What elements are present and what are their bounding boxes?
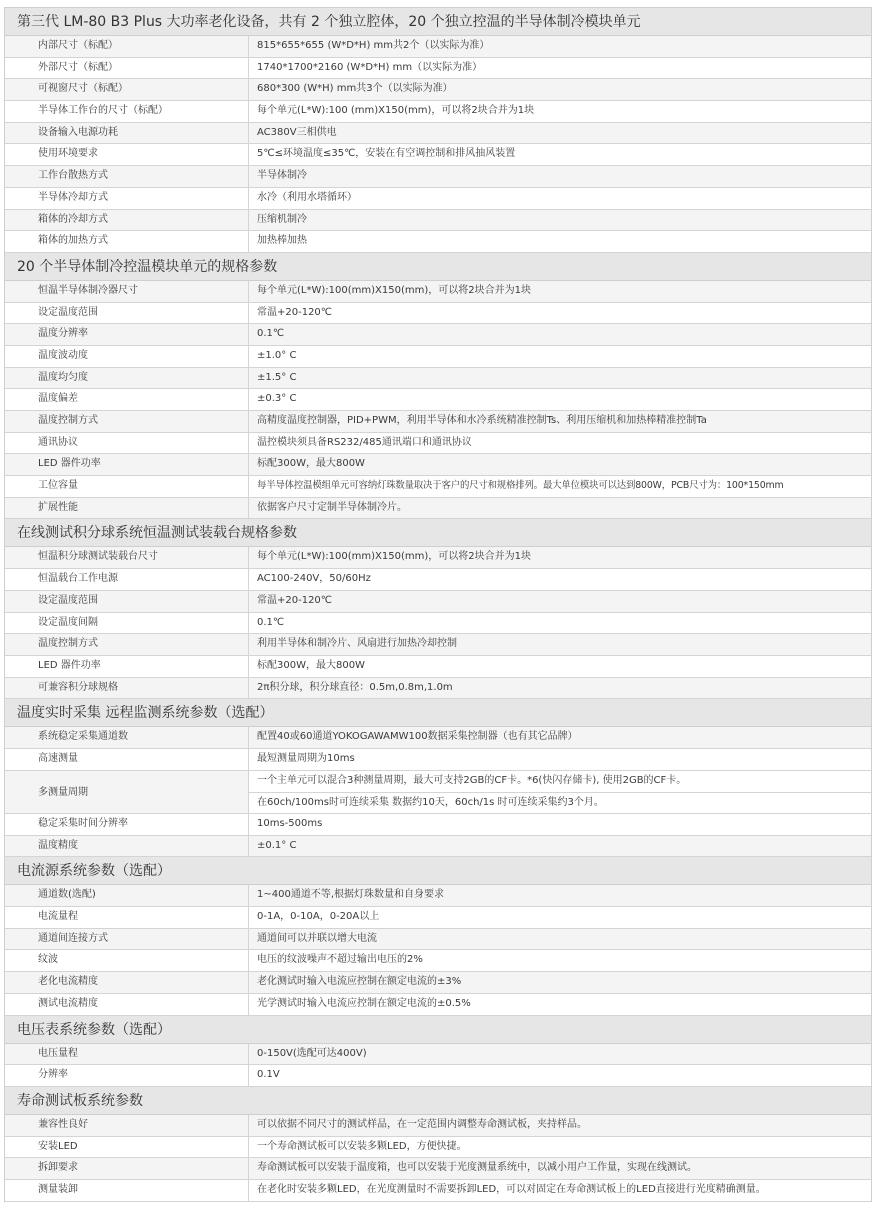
spec-label: 电压量程 (5, 1044, 249, 1065)
table-row (5, 1180, 871, 1202)
spec-value: 可以依据不同尺寸的测试样品，在一定范围内调整寿命测试板，夹持样品。 (257, 1118, 587, 1130)
table-row (5, 1065, 871, 1087)
table-row (5, 994, 871, 1016)
spec-label: 可兼容积分球规格 (5, 678, 249, 699)
table-row (5, 950, 871, 972)
section-header: 寿命测试板系统参数 (5, 1087, 871, 1115)
table-row (5, 1137, 871, 1159)
table-row (5, 1044, 871, 1066)
spec-label: 系统稳定采集通道数 (5, 727, 249, 748)
spec-label: 通道间连接方式 (5, 929, 249, 950)
table-row (5, 547, 871, 569)
table-row (5, 476, 871, 498)
table-row (5, 1158, 871, 1180)
spec-value: 压缩机制冷 (257, 213, 307, 225)
spec-value: 标配300W，最大800W (257, 458, 365, 470)
spec-label: 半导体工作台的尺寸（标配） (5, 101, 249, 122)
spec-value: 常温+20-120℃ (257, 306, 333, 318)
spec-label: 扩展性能 (5, 498, 249, 519)
spec-table (4, 7, 872, 1202)
spec-value: 高精度温度控制器，PID+PWM，利用半导体和水冷系统精准控制Ts、利用压缩机和加热棒精准控制Ta (257, 415, 707, 426)
spec-label: 恒温载台工作电源 (5, 569, 249, 590)
spec-label: 外部尺寸（标配） (5, 58, 249, 79)
section-header: 温度实时采集 远程监测系统参数（选配） (5, 699, 871, 727)
spec-label: 恒温半导体制冷器尺寸 (5, 281, 249, 302)
spec-label: 测量装卸 (5, 1180, 249, 1201)
table-row (5, 101, 871, 123)
spec-label: 设定温度范围 (5, 591, 249, 612)
spec-label: 通讯协议 (5, 433, 249, 454)
table-row (5, 210, 871, 232)
table-row (5, 749, 871, 771)
table-row (5, 634, 871, 656)
spec-value: 一个寿命测试板可以安装多颗LED，方便快捷。 (257, 1140, 467, 1152)
spec-label: 纹波 (5, 950, 249, 971)
spec-label: 老化电流精度 (5, 972, 249, 993)
spec-value: 加热棒加热 (257, 235, 307, 247)
table-row (5, 727, 871, 749)
spec-label: 测试电流精度 (5, 994, 249, 1015)
spec-value: 水冷（利用水塔循环） (257, 191, 357, 203)
spec-label: 安装LED (5, 1137, 249, 1158)
spec-value: 通道间可以并联以增大电流 (257, 932, 377, 944)
spec-label: 箱体的加热方式 (5, 231, 249, 252)
spec-value-group (249, 771, 871, 813)
spec-value: 一个主单元可以混合3种测量周期，最大可支持2GB的CF卡。*6(快闪存储卡), 使用2GB的CF卡。 (249, 771, 871, 793)
spec-label: LED 器件功率 (5, 656, 249, 677)
section-header: 电流源系统参数（选配） (5, 857, 871, 885)
spec-value: 每个单元(L*W):100(mm)X150(mm)，可以将2块合并为1块 (257, 284, 531, 296)
spec-value: 利用半导体和制冷片、风扇进行加热冷却控制 (257, 638, 457, 650)
spec-value: 依据客户尺寸定制半导体制冷片。 (257, 501, 407, 513)
spec-label: 工作台散热方式 (5, 166, 249, 187)
spec-value: 常温+20-120℃ (257, 594, 333, 606)
table-row (5, 591, 871, 613)
spec-label: 温度波动度 (5, 346, 249, 367)
spec-label: 工位容量 (5, 476, 249, 497)
spec-label: 兼容性良好 (5, 1115, 249, 1136)
spec-label: 半导体冷却方式 (5, 188, 249, 209)
spec-label: 高速测量 (5, 749, 249, 770)
spec-value: 10ms-500ms (257, 818, 323, 830)
table-row (5, 814, 871, 836)
table-row (5, 281, 871, 303)
spec-value: 0.1℃ (257, 616, 285, 628)
section-header: 第三代 LM-80 B3 Plus 大功率老化设备，共有 2 个独立腔体，20 个独立控温的半导体制冷模块单元 (5, 8, 871, 36)
spec-value: 1~400通道不等,根据灯珠数量和自身要求 (257, 889, 445, 901)
table-row (5, 324, 871, 346)
spec-value: 最短测量周期为10ms (257, 752, 355, 764)
spec-label: 分辨率 (5, 1065, 249, 1086)
table-row (5, 885, 871, 907)
table-row (5, 1115, 871, 1137)
section-header: 在线测试积分球系统恒温测试装载台规格参数 (5, 519, 871, 547)
spec-value: 老化测试时输入电流应控制在额定电流的±3% (257, 976, 462, 988)
table-row (5, 231, 871, 253)
table-row (5, 656, 871, 678)
table-row (5, 907, 871, 929)
table-row (5, 368, 871, 390)
spec-label: 温度均匀度 (5, 368, 249, 389)
spec-value: AC380V三相供电 (257, 126, 337, 138)
spec-value: 每个单元(L*W):100 (mm)X150(mm)，可以将2块合并为1块 (257, 105, 535, 117)
spec-value: 1740*1700*2160 (W*D*H) mm（以实际为准） (257, 61, 483, 73)
section-header: 20 个半导体制冷控温模块单元的规格参数 (5, 253, 871, 281)
spec-value: 2π积分球，积分球直径：0.5m,0.8m,1.0m (257, 681, 453, 693)
table-row (5, 188, 871, 210)
table-row (5, 836, 871, 858)
spec-label: 内部尺寸（标配） (5, 36, 249, 57)
spec-value: ±0.1° C (257, 839, 297, 851)
spec-value: 680*300 (W*H) mm共3个（以实际为准） (257, 83, 453, 95)
spec-value: 每半导体控温模组单元可容纳灯珠数量取决于客户的尺寸和规格排列。最大单位模块可以达到800W，PCB尺寸为：100*150mm (257, 480, 784, 492)
spec-value: 0.1V (257, 1069, 280, 1081)
spec-value: 0-1A，0-10A，0-20A以上 (257, 911, 380, 923)
spec-label: 多测量周期 (5, 771, 249, 813)
spec-value: 配置40或60通道YOKOGAWAMW100数据采集控制器（也有其它品牌） (257, 731, 578, 743)
spec-label: 使用环境要求 (5, 144, 249, 165)
spec-value: 电压的纹波噪声不超过输出电压的2% (257, 954, 423, 966)
spec-label: 温度控制方式 (5, 634, 249, 655)
spec-value: 0-150V(选配可达400V) (257, 1047, 367, 1059)
spec-label: 可视窗尺寸（标配） (5, 79, 249, 100)
table-row (5, 972, 871, 994)
spec-value: ±0.3° C (257, 393, 297, 405)
spec-label: 温度偏差 (5, 389, 249, 410)
spec-value: ±1.0° C (257, 349, 297, 361)
spec-label: 温度精度 (5, 836, 249, 857)
spec-value: 在老化时安装多颗LED，在光度测量时不需要拆卸LED，可以对固定在寿命测试板上的LED直接进行光度精确测量。 (257, 1183, 766, 1195)
table-row (5, 58, 871, 80)
spec-value: AC100-240V，50/60Hz (257, 573, 371, 585)
spec-label: 恒温积分球测试装载台尺寸 (5, 547, 249, 568)
spec-value: 半导体制冷 (257, 170, 307, 182)
table-row (5, 929, 871, 951)
table-row (5, 411, 871, 433)
section-header: 电压表系统参数（选配） (5, 1016, 871, 1044)
spec-label: 设定温度范围 (5, 303, 249, 324)
table-row (5, 36, 871, 58)
spec-value: 每个单元(L*W):100(mm)X150(mm)，可以将2块合并为1块 (257, 551, 531, 563)
table-row (5, 79, 871, 101)
spec-label: 温度分辨率 (5, 324, 249, 345)
spec-value: 在60ch/100ms时可连续采集 数据约10天，60ch/1s 时可连续采集约3个月。 (249, 792, 871, 813)
table-row (5, 303, 871, 325)
spec-value: 5℃≤环境温度≤35℃，安装在有空调控制和排风抽风装置 (257, 148, 516, 160)
spec-value: 0.1℃ (257, 328, 285, 340)
table-row (5, 346, 871, 368)
table-row (5, 771, 871, 814)
table-row (5, 144, 871, 166)
spec-value: 光学测试时输入电流应控制在额定电流的±0.5% (257, 997, 471, 1009)
table-row (5, 123, 871, 145)
table-row (5, 454, 871, 476)
spec-label: 通道数(选配) (5, 885, 249, 906)
spec-label: 温度控制方式 (5, 411, 249, 432)
table-row (5, 166, 871, 188)
table-row (5, 433, 871, 455)
spec-label: 设定温度间隔 (5, 613, 249, 634)
table-row (5, 678, 871, 700)
spec-value: 815*655*655 (W*D*H) mm共2个（以实际为准） (257, 40, 490, 51)
spec-label: 设备输入电源功耗 (5, 123, 249, 144)
table-row (5, 569, 871, 591)
spec-value: ±1.5° C (257, 371, 297, 383)
spec-label: 拆卸要求 (5, 1158, 249, 1179)
spec-label: 稳定采集时间分辨率 (5, 814, 249, 835)
spec-label: 电流量程 (5, 907, 249, 928)
table-row (5, 498, 871, 520)
spec-value: 温控模块须具备RS232/485通讯端口和通讯协议 (257, 436, 472, 448)
spec-value: 标配300W，最大800W (257, 659, 365, 671)
spec-label: 箱体的冷却方式 (5, 210, 249, 231)
spec-label: LED 器件功率 (5, 454, 249, 475)
table-row (5, 613, 871, 635)
spec-value: 寿命测试板可以安装于温度箱，也可以安装于光度测量系统中，以减小用户工作量，实现在线测试。 (257, 1162, 697, 1174)
table-row (5, 389, 871, 411)
